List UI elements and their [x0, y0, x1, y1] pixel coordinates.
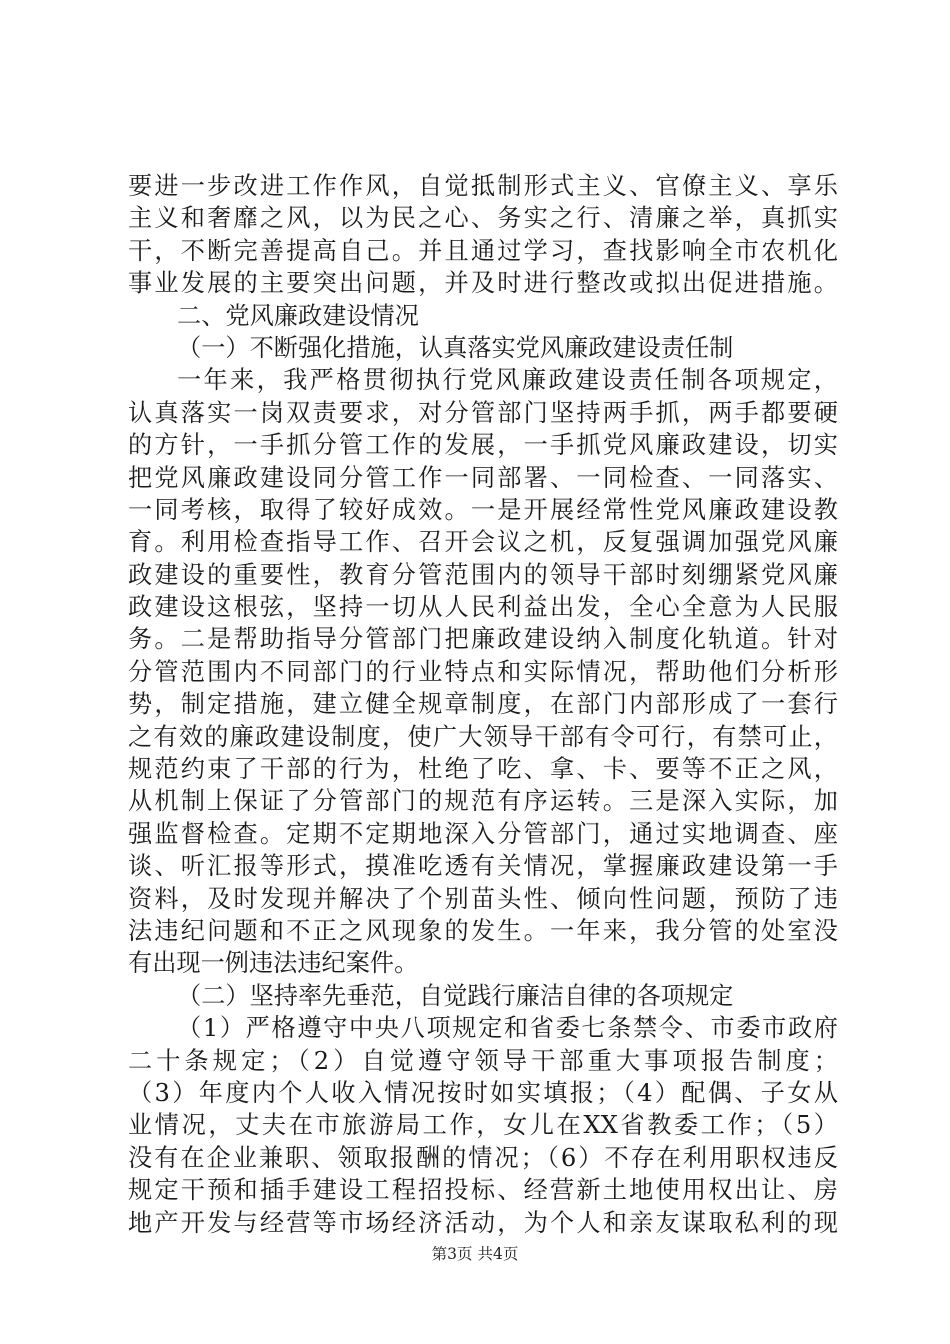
text-line: 业情况，丈夫在市旅游局工作，女儿在XX省教委工作；（5）	[128, 1111, 838, 1140]
subsection-heading: （二）坚持率先垂范，自觉践行廉洁自律的各项规定	[177, 981, 734, 1010]
text-line: 有出现一例违法违纪案件。	[128, 949, 419, 978]
text-line: 政建设这根弦，坚持一切从人民利益出发，全心全意为人民服	[128, 593, 838, 622]
text-line: 之有效的廉政建设制度，使广大领导干部有令可行，有禁可止，	[128, 722, 838, 751]
text-line: 资料，及时发现并解决了个别苗头性、倾向性问题，预防了违	[128, 884, 838, 913]
text-line: （3）年度内个人收入情况按时如实填报；（4）配偶、子女从	[128, 1078, 838, 1107]
text-line: （1）严格遵守中央八项规定和省委七条禁令、市委市政府	[177, 1014, 838, 1043]
text-line: 分管范围内不同部门的行业特点和实际情况，帮助他们分析形	[128, 657, 838, 686]
text-line: 政建设的重要性，教育分管范围内的领导干部时刻绷紧党风廉	[128, 560, 838, 589]
text-line: 一年来，我严格贯彻执行党风廉政建设责任制各项规定，	[177, 366, 838, 395]
text-line: 事业发展的主要突出问题，并及时进行整改或拟出促进措施。	[128, 269, 838, 298]
text-line: 的方针，一手抓分管工作的发展，一手抓党风廉政建设，切实	[128, 431, 838, 460]
text-line: 谈、听汇报等形式，摸准吃透有关情况，掌握廉政建设第一手	[128, 852, 838, 881]
text-line: 要进一步改进工作作风，自觉抵制形式主义、官僚主义、享乐	[128, 172, 838, 200]
text-line: 一同考核，取得了较好成效。一是开展经常性党风廉政建设教	[128, 495, 838, 524]
text-line: 没有在企业兼职、领取报酬的情况；（6）不存在利用职权违反	[128, 1143, 838, 1172]
text-line: 强监督检查。定期不定期地深入分管部门，通过实地调查、座	[128, 819, 838, 848]
section-heading: 二、党风廉政建设情况	[177, 301, 419, 330]
text-line: 认真落实一岗双责要求，对分管部门坚持两手抓，两手都要硬	[128, 398, 838, 427]
text-line: 二十条规定；（2）自觉遵守领导干部重大事项报告制度；	[128, 1046, 838, 1075]
text-line: 把党风廉政建设同分管工作一同部署、一同检查、一同落实、	[128, 463, 838, 492]
text-line: 育。利用检查指导工作、召开会议之机，反复强调加强党风廉	[128, 528, 838, 557]
subsection-heading: （一）不断强化措施，认真落实党风廉政建设责任制	[177, 333, 734, 362]
text-line: 规定干预和插手建设工程招投标、经营新土地使用权出让、房	[128, 1176, 838, 1205]
text-line: 主义和奢靡之风，以为民之心、务实之行、清廉之举，真抓实	[128, 204, 838, 233]
text-line: 务。二是帮助指导分管部门把廉政建设纳入制度化轨道。针对	[128, 625, 838, 654]
text-line: 干，不断完善提高自己。并且通过学习，查找影响全市农机化	[128, 236, 838, 265]
text-line: 地产开发与经营等市场经济活动，为个人和亲友谋取私利的现	[128, 1208, 838, 1237]
page-footer: 第3页 共4页	[431, 1245, 519, 1263]
document-body	[128, 170, 838, 1239]
text-line: 规范约束了干部的行为，杜绝了吃、拿、卡、要等不正之风，	[128, 755, 838, 784]
text-line: 势，制定措施，建立健全规章制度，在部门内部形成了一套行	[128, 690, 838, 719]
text-line: 从机制上保证了分管部门的规范有序运转。三是深入实际，加	[128, 787, 838, 816]
text-line: 法违纪问题和不正之风现象的发生。一年来，我分管的处室没	[128, 916, 838, 945]
